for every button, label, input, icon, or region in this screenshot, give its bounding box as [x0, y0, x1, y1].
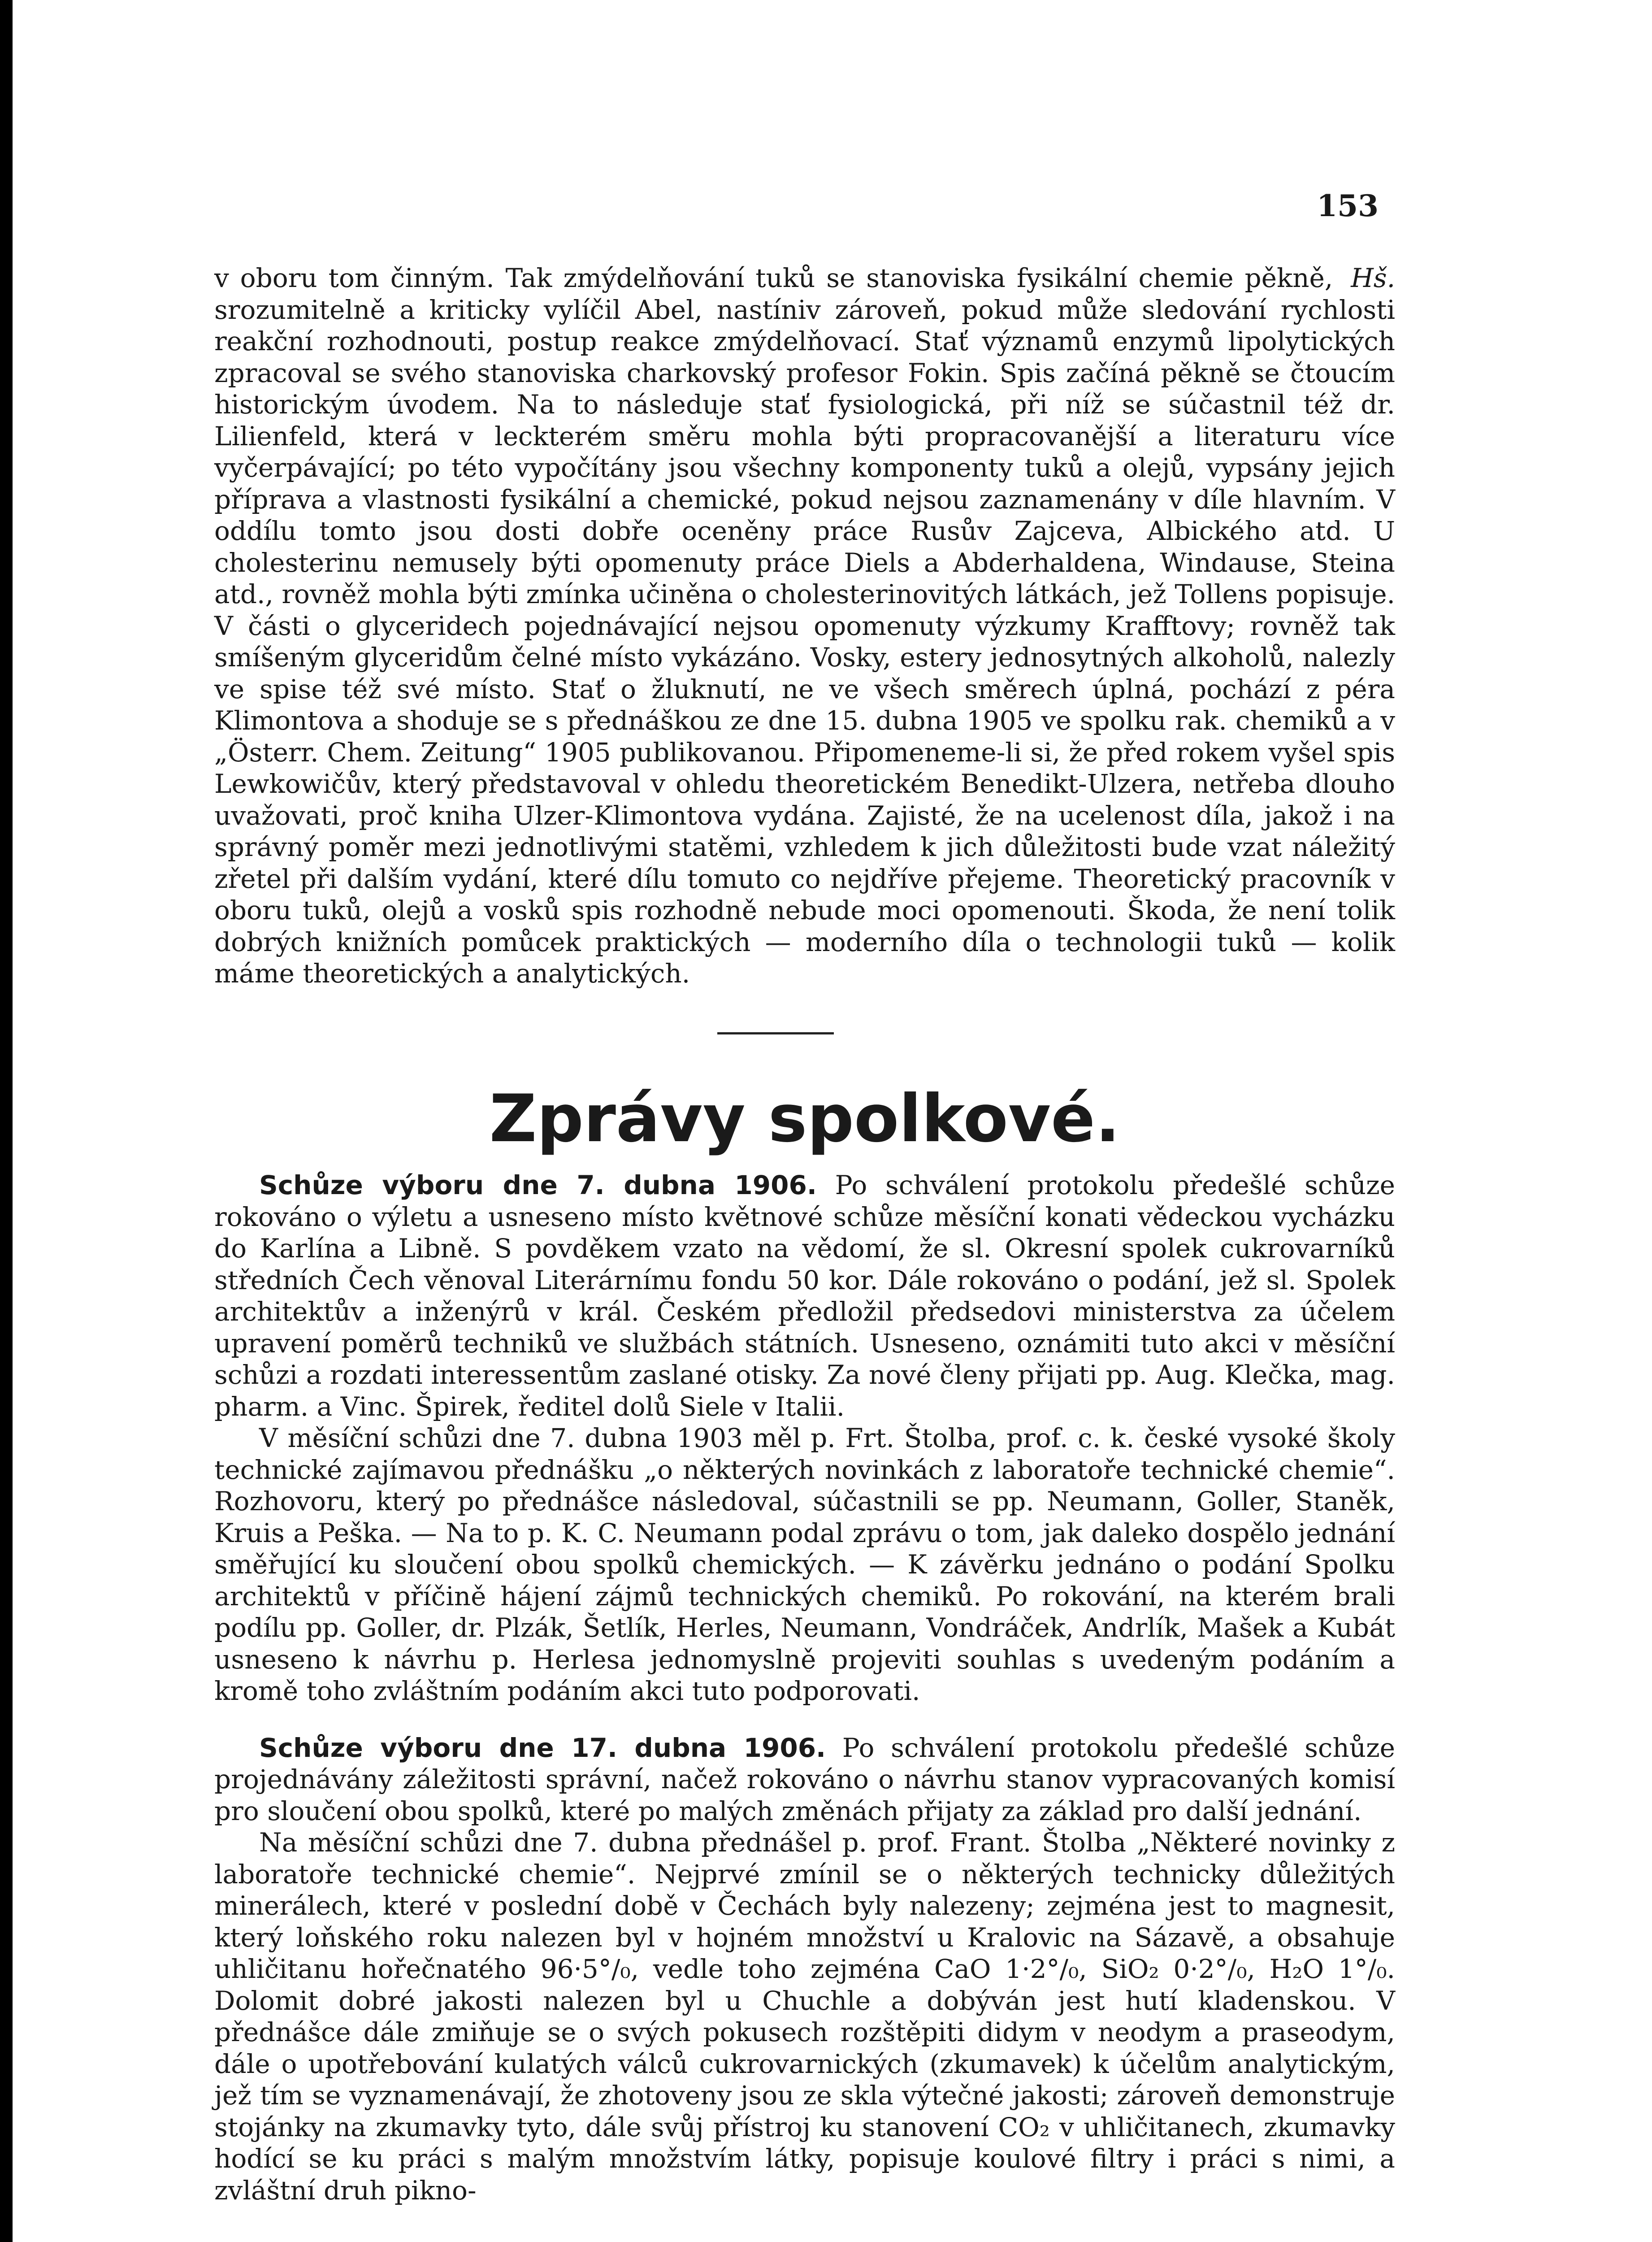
- meeting-2-heading: Schůze výboru dne 17. dubna 1906.: [259, 1732, 826, 1763]
- section-title: Zprávy spolkové.: [489, 1081, 1120, 1157]
- page-number: 153: [1317, 188, 1379, 223]
- review-body: v oboru tom činným. Tak zmýdelňování tuků se stanoviska fysikální chemie pěkně, srozumitelně a kriticky vylíčil Abel, nastíniv zároveň, pokud může sledování rychlosti reakční rozhodnouti, postup reakce zmýdelňovací. Stať významů enzymů lipolytických zpracoval se svého stanoviska charkovský profesor Fokin. Spis začíná pěkně se čtoucím historickým úvodem. Na to následuje stať fysiologická, při níž se súčastnil též dr. Lilienfeld, která v leckterém směru mohla býti propracovanější a literaturu více vyčerpávající; po této vypočítány jsou všechny komponenty tuků a olejů, vypsány jejich příprava a vlastnosti fysikální a chemické, pokud nejsou zaznamenány v díle hlavním. V oddílu tomto jsou dosti dobře oceněny práce Rusův Zajceva, Albického atd. U cholesterinu nemusely býti opomenuty práce Diels a Abderhaldena, Windause, Steina atd., rovněž mohla býti zmínka učiněna o cholesterinovitých látkách, jež Tollens popisuje. V části o glyceridech pojednávající nejsou opomenuty výzkumy Krafftovy; rovněž tak smíšeným glyceridům čelné místo vykázáno. Vosky, estery jednosytných alkoholů, nalezly ve spise též své místo. Stať o žluknutí, ne ve všech směrech úplná, pochází z péra Klimontova a shoduje se s přednáškou ze dne 15. dubna 1905 ve spolku rak. chemiků a v „Österr. Chem. Zeitung“ 1905 publikovanou. Připomeneme-li si, že před rokem vyšel spis Lewkowičův, který představoval v ohledu theoretickém Benedikt-Ulzera, netřeba dlouho uvažovati, proč kniha Ulzer-Klimontova vydána. Zajisté, že na ucelenost díla, jakož i na správný poměr mezi jednotlivými statěmi, vzhledem k jich důležitosti bude vzat náležitý zřetel při dalším vydání, které dílu tomuto co nejdříve přejeme. Theoretický pracovník v oboru tuků, olejů a vosků spis rozhodně nebude moci opomenouti. Škoda, že není tolik dobrých knižních pomůcek praktických — moderního díla o technologii tuků — kolik máme theoretických a analytických.: [214, 263, 1395, 989]
- meeting-1-paragraph-2: [214, 1422, 1395, 1707]
- meeting-2-paragraph-1: [214, 1732, 1395, 1827]
- meeting-1-text-2: V měsíční schůzi dne 7. dubna 1903 měl p. Frt. Štolba, prof. c. k. české vysoké školy technické zajímavou přednášku „o některých novinkách z laboratoře technické chemie“. Rozhovoru, který po přednášce následoval, súčastnili se pp. Neumann, Goller, Staněk, Kruis a Peška. — Na to p. K. C. Neumann podal zprávu o tom, jak daleko dospělo jednání směřující ku sloučení obou spolků chemických. — K závěrku jednáno o podání Spolku architektů v příčině hájení zájmů technických chemiků. Po rokování, na kterém brali podílu pp. Goller, dr. Plzák, Šetlík, Herles, Neumann, Vondráček, Andrlík, Mašek a Kubát usneseno k návrhu p. Herlesa jednomyslně projeviti souhlas s uvedeným podáním a kromě toho zvláštním podáním akci tuto podporovati.: [214, 1423, 1395, 1706]
- review-paragraph: [214, 262, 1395, 990]
- meeting-1-text-1: Po schválení protokolu předešlé schůze rokováno o výletu a usneseno místo květnové schůze měsíční konati vědeckou vycházku do Karlína a Libně. S povděkem vzato na vědomí, že sl. Okresní spolek cukrovarníků středních Čech věnoval Literárnímu fondu 50 kor. Dále rokováno o podání, jež sl. Spolek architektův a inženýrů v král. Českém předložil předsedovi ministerstva za účelem upravení poměrů techniků ve službách státních. Usneseno, oznámiti tuto akci v měsíční schůzi a rozdati interessentům zaslané otisky. Za nové členy přijati pp. Aug. Klečka, mag. pharm. a Vinc. Špirek, ředitel dolů Siele v Italii.: [214, 1170, 1396, 1422]
- meeting-2-text-2: Na měsíční schůzi dne 7. dubna přednášel p. prof. Frant. Štolba „Některé novinky z laboratoře technické chemie“. Nejprvé zmínil se o některých technicky důležitých minerálech, které v poslední době v Čechách byly nalezeny; zejména jest to magnesit, který loňského roku nalezen byl v hojném množství u Kralovic na Sázavě, a obsahuje uhličitanu hořečnatého 96·5°/₀, vedle toho zejména CaO 1·2°/₀, SiO₂ 0·2°/₀, H₂O 1°/₀. Dolomit dobré jakosti nalezen byl u Chuchle a dobýván jest hutí kladenskou. V přednášce dále zmiňuje se o svých pokusech rozštěpiti didym v neodym a praseodym, dále o upotřebování kulatých válců cukrovarnických (zkumavek) k účelům analytickým, jež tím se vyznamenávají, že zhotoveny jsou ze skla výtečné jakosti; zároveň demonstruje stojánky na zkumavky tyto, dále svůj přístroj ku stanovení CO₂ v uhličitanech, zkumavky hodící se ku práci s malým množstvím látky, popisuje koulové filtry i práci s nimi, a zvláštní druh pikno-: [214, 1827, 1395, 2206]
- meeting-1-paragraph-1: [214, 1169, 1395, 1422]
- society-news: [214, 1169, 1395, 2206]
- section-divider: [717, 1032, 834, 1034]
- review-text-block: [214, 262, 1395, 990]
- review-signature: Hš.: [1351, 263, 1395, 293]
- meeting-2-paragraph-2: [214, 1827, 1395, 2206]
- meeting-1-heading: Schůze výboru dne 7. dubna 1906.: [259, 1170, 817, 1200]
- meeting-2-text-1: Po schválení protokolu předešlé schůze projednávány záležitosti správní, načež rokováno o návrhu stanov vypracovaných komisí pro sloučení obou spolků, které po malých změnách přijaty za základ pro další jednání.: [214, 1732, 1395, 1826]
- scan-edge: [0, 0, 13, 2242]
